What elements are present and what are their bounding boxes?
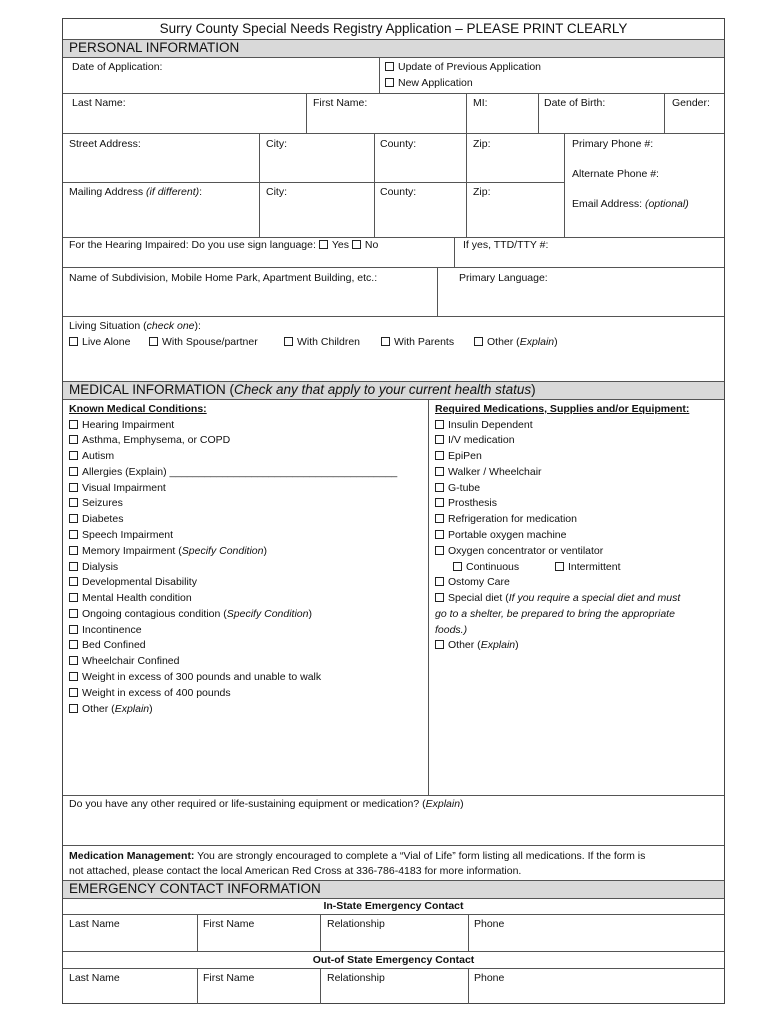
condition-checkbox[interactable]: [69, 435, 78, 444]
special-diet-checkbox[interactable]: [435, 593, 444, 602]
continuous-checkbox[interactable]: [453, 562, 462, 571]
date-of-application-label: Date of Application:: [72, 61, 163, 73]
city-label: City:: [266, 138, 287, 150]
condition-item[interactable]: Memory Impairment (Specify Condition): [69, 545, 267, 558]
condition-item[interactable]: Bed Confined: [69, 639, 146, 652]
living-alone-checkbox[interactable]: [69, 337, 78, 346]
oxygen-continuous-option[interactable]: Continuous: [453, 561, 519, 574]
living-other-option[interactable]: Other (Explain): [474, 336, 558, 349]
condition-checkbox[interactable]: [69, 467, 78, 476]
zip-label: Zip:: [473, 138, 491, 150]
condition-checkbox[interactable]: [69, 483, 78, 492]
email-address-label: Email Address: (optional): [572, 198, 689, 210]
equipment-item[interactable]: Prosthesis: [435, 497, 497, 510]
living-other-checkbox[interactable]: [474, 337, 483, 346]
special-diet-note-end: foods.): [435, 624, 468, 636]
required-equipment-title: Required Medications, Supplies and/or Equipment:: [435, 403, 690, 415]
primary-phone-label: Primary Phone #:: [572, 138, 654, 150]
condition-item[interactable]: Weight in excess of 400 pounds: [69, 687, 231, 700]
condition-checkbox[interactable]: [69, 546, 78, 555]
condition-checkbox[interactable]: [69, 688, 78, 697]
out-state-first-name: First Name: [203, 972, 255, 984]
sign-language-yes-checkbox[interactable]: [319, 240, 328, 249]
other-equipment-question: Do you have any other required or life-sustaining equipment or medication? (Explain): [69, 798, 464, 810]
condition-checkbox[interactable]: [69, 625, 78, 634]
condition-item[interactable]: Mental Health condition: [69, 592, 192, 605]
equipment-checkbox[interactable]: [435, 420, 444, 429]
condition-item[interactable]: Other (Explain): [69, 703, 153, 716]
equipment-item[interactable]: EpiPen: [435, 450, 482, 463]
form-title: Surry County Special Needs Registry Application – PLEASE PRINT CLEARLY: [159, 21, 628, 36]
mailing-city-label: City:: [266, 186, 287, 198]
condition-item[interactable]: Speech Impairment: [69, 529, 173, 542]
application-form: [62, 18, 725, 1004]
living-parents-checkbox[interactable]: [381, 337, 390, 346]
condition-item[interactable]: Developmental Disability: [69, 576, 197, 589]
mailing-zip-label: Zip:: [473, 186, 491, 198]
first-name-label: First Name:: [313, 97, 368, 109]
out-state-relationship: Relationship: [327, 972, 385, 984]
equipment-checkbox[interactable]: [435, 451, 444, 460]
mailing-county-label: County:: [380, 186, 417, 198]
medication-management-text: Medication Management: You are strongly encouraged to complete a “Vial of Life” form listing all medications. If the form is: [69, 850, 646, 862]
medication-management-text-2: not attached, please contact the local American Red Cross at 336-786-4183 for more information.: [69, 865, 522, 877]
equipment-item[interactable]: Ostomy Care: [435, 576, 510, 589]
condition-item[interactable]: Wheelchair Confined: [69, 655, 179, 668]
equipment-item[interactable]: Insulin Dependent: [435, 419, 533, 432]
equipment-checkbox[interactable]: [435, 514, 444, 523]
condition-checkbox[interactable]: [69, 656, 78, 665]
in-state-last-name: Last Name: [69, 918, 120, 930]
equipment-checkbox[interactable]: [435, 530, 444, 539]
subdivision-label: Name of Subdivision, Mobile Home Park, Apartment Building, etc.:: [69, 272, 378, 284]
equipment-item[interactable]: I/V medication: [435, 434, 515, 447]
new-application-checkbox[interactable]: [385, 78, 394, 87]
intermittent-checkbox[interactable]: [555, 562, 564, 571]
equipment-checkbox[interactable]: [435, 577, 444, 586]
living-spouse-checkbox[interactable]: [149, 337, 158, 346]
condition-checkbox[interactable]: [69, 420, 78, 429]
equipment-item[interactable]: Oxygen concentrator or ventilator: [435, 545, 603, 558]
living-children-option[interactable]: With Children: [284, 336, 360, 349]
medical-info-header: [63, 381, 724, 400]
primary-language-label: Primary Language:: [459, 272, 548, 284]
mailing-address-label: Mailing Address (if different):: [69, 186, 203, 198]
living-spouse-option[interactable]: With Spouse/partner: [149, 336, 258, 349]
equipment-checkbox[interactable]: [435, 546, 444, 555]
condition-checkbox[interactable]: [69, 530, 78, 539]
condition-item[interactable]: Hearing Impairment: [69, 419, 174, 432]
personal-info-header: [63, 39, 724, 58]
equipment-item[interactable]: Refrigeration for medication: [435, 513, 577, 526]
in-state-phone: Phone: [474, 918, 505, 930]
condition-checkbox[interactable]: [69, 451, 78, 460]
equipment-item[interactable]: Portable oxygen machine: [435, 529, 567, 542]
update-previous-checkbox[interactable]: [385, 62, 394, 71]
medical-info-title: MEDICAL INFORMATION (Check any that apply to your current health status): [69, 382, 536, 397]
condition-item[interactable]: Weight in excess of 300 pounds and unable to walk: [69, 671, 321, 684]
special-diet-item[interactable]: Special diet (If you require a special diet and must: [435, 592, 680, 605]
condition-checkbox[interactable]: [69, 593, 78, 602]
condition-checkbox[interactable]: [69, 640, 78, 649]
in-state-relationship: Relationship: [327, 918, 385, 930]
new-application-option[interactable]: New Application: [385, 77, 473, 90]
condition-item[interactable]: Autism: [69, 450, 114, 463]
condition-checkbox[interactable]: [69, 498, 78, 507]
condition-item[interactable]: Visual Impairment: [69, 482, 166, 495]
condition-item[interactable]: Ongoing contagious condition (Specify Condition): [69, 608, 312, 621]
emergency-contact-title: EMERGENCY CONTACT INFORMATION: [69, 881, 321, 896]
living-children-checkbox[interactable]: [284, 337, 293, 346]
condition-item[interactable]: Allergies (Explain) _______________________________________: [69, 466, 397, 479]
personal-info-title: PERSONAL INFORMATION: [69, 40, 240, 55]
living-parents-option[interactable]: With Parents: [381, 336, 454, 349]
equipment-item[interactable]: Walker / Wheelchair: [435, 466, 542, 479]
condition-checkbox[interactable]: [69, 562, 78, 571]
condition-checkbox[interactable]: [69, 577, 78, 586]
in-state-contact-title: In-State Emergency Contact: [323, 900, 464, 912]
condition-item[interactable]: Seizures: [69, 497, 123, 510]
equipment-checkbox[interactable]: [435, 498, 444, 507]
condition-item[interactable]: Diabetes: [69, 513, 123, 526]
sign-language-no-checkbox[interactable]: [352, 240, 361, 249]
equipment-item[interactable]: G-tube: [435, 482, 480, 495]
condition-checkbox[interactable]: [69, 704, 78, 713]
condition-checkbox[interactable]: [69, 609, 78, 618]
street-address-label: Street Address:: [69, 138, 141, 150]
gender-label: Gender:: [672, 97, 710, 109]
living-situation-label: Living Situation (check one):: [69, 320, 201, 332]
equipment-checkbox[interactable]: [435, 435, 444, 444]
in-state-first-name: First Name: [203, 918, 255, 930]
equipment-item[interactable]: Other (Explain): [435, 639, 519, 652]
emergency-contact-header: [63, 880, 724, 899]
condition-checkbox[interactable]: [69, 672, 78, 681]
condition-checkbox[interactable]: [69, 514, 78, 523]
out-state-last-name: Last Name: [69, 972, 120, 984]
condition-item[interactable]: Incontinence: [69, 624, 142, 637]
living-alone-option[interactable]: Live Alone: [69, 336, 130, 349]
condition-item[interactable]: Asthma, Emphysema, or COPD: [69, 434, 230, 447]
equipment-checkbox[interactable]: [435, 483, 444, 492]
out-state-phone: Phone: [474, 972, 505, 984]
county-label: County:: [380, 138, 417, 150]
equipment-checkbox[interactable]: [435, 467, 444, 476]
ttd-label: If yes, TTD/TTY #:: [463, 239, 549, 251]
out-state-contact-title: Out-of State Emergency Contact: [312, 954, 475, 966]
equipment-checkbox[interactable]: [435, 640, 444, 649]
update-previous-option[interactable]: Update of Previous Application: [385, 61, 541, 74]
alternate-phone-label: Alternate Phone #:: [572, 168, 659, 180]
mi-label: MI:: [473, 97, 488, 109]
known-conditions-title: Known Medical Conditions:: [69, 403, 207, 415]
oxygen-intermittent-option[interactable]: Intermittent: [555, 561, 621, 574]
hearing-impaired-question: For the Hearing Impaired: Do you use sign language: Yes No: [69, 239, 379, 251]
special-diet-note: go to a shelter, be prepared to bring the appropriate: [435, 608, 675, 620]
condition-item[interactable]: Dialysis: [69, 561, 118, 574]
last-name-label: Last Name:: [72, 97, 126, 109]
dob-label: Date of Birth:: [544, 97, 606, 109]
